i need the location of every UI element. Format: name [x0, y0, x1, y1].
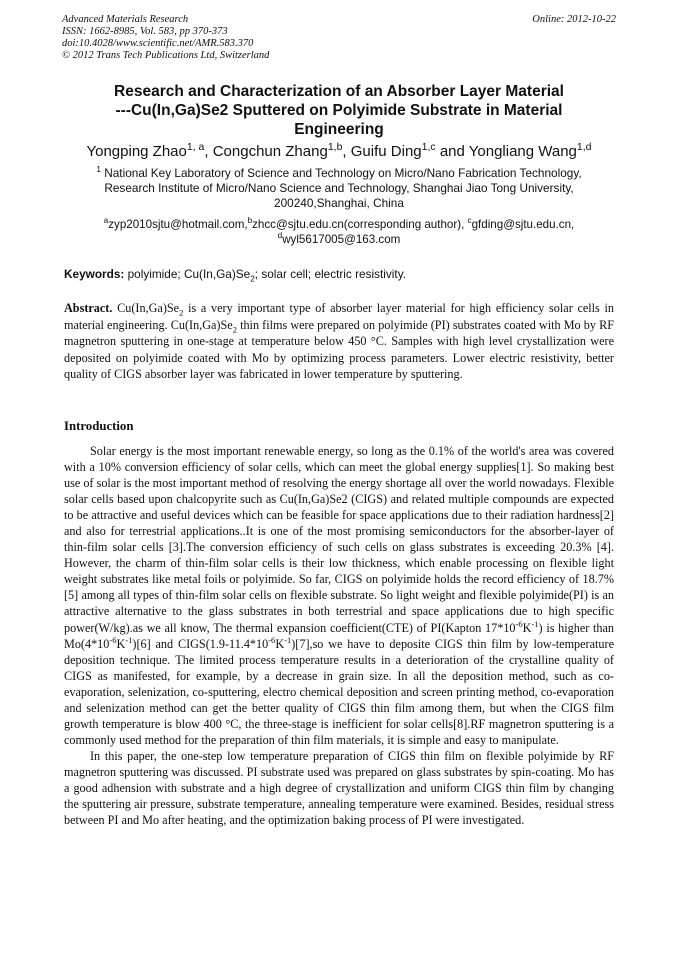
author-affiliation-mark: 1,d [576, 141, 592, 153]
journal-name: Advanced Materials Research [62, 14, 189, 25]
abstract-text: is a very important type of absorber layer material for high efficiency solar cells in material engineering. Cu(In,Ga)Se [64, 301, 615, 332]
affiliation-mark: 1 [96, 165, 101, 175]
email-d[interactable]: wyl5617005@163.com [282, 233, 401, 246]
subscript: 2 [179, 307, 184, 318]
email-a[interactable]: zyp2010sjtu@hotmail.com, [108, 218, 248, 231]
keywords-text: ; solar cell; electric resistivity. [254, 267, 407, 281]
online-date: Online: 2012-10-22 [532, 14, 616, 25]
superscript: -1 [531, 618, 539, 629]
affiliation-line: National Key Laboratory of Science and Technology on Micro/Nano Fabrication Technology, [100, 166, 582, 180]
copyright: © 2012 Trans Tech Publications Ltd, Switzerland [62, 50, 270, 61]
email-c[interactable]: gfding@sjtu.edu.cn, [471, 218, 575, 231]
title-line: ---Cu(In,Ga)Se2 Sputtered on Polyimide Substrate in Material [115, 102, 563, 119]
superscript: -6 [268, 634, 276, 645]
paragraph-text: K [522, 620, 532, 635]
email-b[interactable]: zhcc@sjtu.edu.cn(corresponding author), [252, 218, 468, 231]
paragraph-text: )[7],so we have to deposite CIGS thin film by low-temperature deposition technique. The limited process temperature results in a deterioration of the crystalline quality of CIGS as manifested, for example, by a decrease in grain size. In all the deposition method, such as co-evaporation, selenization, co-sputtering, electro chemical deposition and screen printing method, co-evaporation and selenization method can get the better quality of CIGS thin film among them, but when the CIGS film growth temperature is blow 400 °C, the three-stage is inefficient for solar cells[8].RF magnetron sputtering is a commonly used method for the preparation of thin film materials, it is simple and easy to manipulate. [64, 636, 614, 747]
introduction-body [64, 443, 614, 828]
author-name: Congchun Zhang [212, 143, 328, 160]
author-name: Yongping Zhao [86, 143, 187, 160]
author-name: Yongliang Wang [468, 143, 577, 160]
abstract [64, 300, 614, 383]
affiliation-line: 200240,Shanghai, China [274, 196, 404, 210]
section-heading-introduction: Introduction [64, 419, 134, 433]
paragraph [64, 443, 614, 748]
author-affiliation-mark: 1, a [186, 141, 205, 153]
paragraph-text: ) is higher than Mo(4*10 [64, 620, 614, 651]
email-mark: c [467, 216, 472, 226]
keywords-label: Keywords: [64, 267, 125, 281]
affiliation [70, 166, 608, 211]
superscript: -6 [515, 618, 523, 629]
journal-header [62, 14, 616, 62]
paragraph-text: Solar energy is the most important renewable energy, so long as the 0.1% of the world's area was covered with a 10% conversion efficiency of solar cells, which can meet the global energy supplies[1]. So making best use of solar is the most important method of resolving the energy shortage all over the world nowadays. Flexible solar cells based upon chalcopyrite such as Cu(In,Ga)Se2 (CIGS) and related multiple compounds are expected to be attractive and useful devices which can be feasible for space applications due to their radiation hardness[2] and also for terrestrial applications..It is one of the most promising semiconductors for the absorber-layer of thin-film solar cells [3].The conversion efficiency of such cells on glass substrates is exceeding 20.3% [4]. However, the charm of thin-film solar cells is their low thickness, which enable processing on flexible light weight substrates like metal foils or polyimide. So far, CIGS on polyimide holds the record efficiency of 18.7%[5] among all types of thin-film solar cells on flexible substrate. So light weight and flexible polyimide(PI) is an attractive alternative to the glass substrates in both terrestrial and space applications due to high specific power(W/kg).as we all know, The thermal expansion coefficient(CTE) of PI(Kapton 17*10 [64, 444, 614, 635]
keywords-text: polyimide; Cu(In,Ga)Se [124, 267, 251, 281]
author-separator: and [435, 143, 469, 160]
abstract-label: Abstract. [64, 301, 113, 315]
keywords [64, 267, 616, 282]
superscript: -1 [284, 634, 292, 645]
affiliation-line: Research Institute of Micro/Nano Science and Technology, Shanghai Jiao Tong University, [104, 181, 574, 195]
issn: ISSN: 1662-8985, Vol. 583, pp 370-373 [62, 26, 228, 37]
paragraph: In this paper, the one-step low temperature preparation of CIGS thin film on flexible polyimide by RF magnetron sputtering was discussed. PI substrate used was prepared on glass substrates by spin-coating. Mo has a good adhension with substrate and a high degree of crystallization and uniform CIGS thin film by changing the sputtering air pressure, substrate temperature, annealing temperature were examined. Besides, residual stress between PI and Mo after heating, and the optimization baking process of PI were investigated. [64, 748, 614, 828]
author-separator: , [342, 143, 351, 160]
title-line: Engineering [294, 121, 384, 138]
email-mark: a [103, 216, 109, 226]
superscript: -6 [109, 634, 117, 645]
paper-title [70, 82, 608, 139]
author-list [40, 142, 638, 162]
subscript: 2 [232, 324, 237, 335]
email-mark: b [247, 216, 253, 226]
title-line: Research and Characterization of an Absorber Layer Material [114, 83, 564, 100]
author-affiliation-mark: 1,c [421, 141, 436, 153]
abstract-text: thin films were prepared on polyimide (PI) substrates coated with Mo by RF magnetron sputtering in one-stage at temperature below 450 °C. Samples with high level crystallization were deposited on polyimide coated with Mo by optimizing process parameters. Lower electric resistivity, better quality of CIGS absorber layer was fabricated in lower temperature by sputtering. [64, 317, 614, 382]
author-emails [70, 217, 608, 247]
paragraph-text: K [116, 636, 126, 651]
paragraph-text: K [275, 636, 285, 651]
email-mark: d [277, 231, 283, 241]
paragraph-text: )[6] and CIGS(1.9-11.4*10 [132, 636, 269, 651]
author-name: Guifu Ding [350, 143, 422, 160]
superscript: -1 [125, 634, 133, 645]
author-separator: , [204, 143, 213, 160]
author-affiliation-mark: 1,b [327, 141, 343, 153]
abstract-text: Cu(In,Ga)Se [112, 301, 180, 315]
doi: doi:10.4028/www.scientific.net/AMR.583.370 [62, 38, 254, 49]
subscript: 2 [250, 274, 255, 284]
